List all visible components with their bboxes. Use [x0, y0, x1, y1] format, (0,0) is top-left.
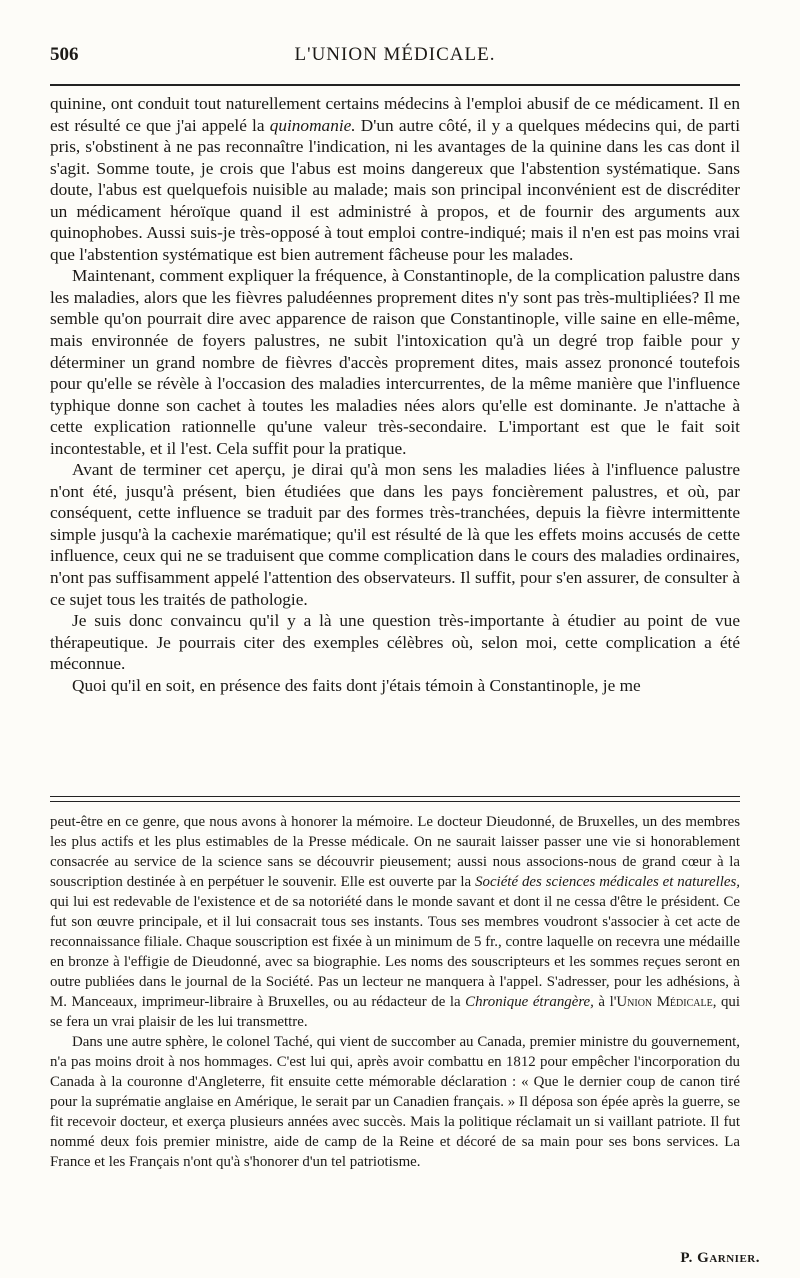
feuilleton-rule-bottom: [50, 801, 740, 802]
chronique-title: Chronique étrangère,: [465, 994, 594, 1010]
societe-title: Société des sciences médicales et naturelles,: [475, 874, 740, 890]
main-paragraph-5: Quoi qu'il en soit, en présence des faits dont j'étais témoin à Constantinople, je me: [72, 675, 641, 695]
main-paragraph-4: Je suis donc convaincu qu'il y a là une question très-importante à étudier au point de vue thérapeutique. Je pourrais citer des exemples célèbres où, selon moi, cette complication a été méconnue.: [50, 611, 740, 674]
main-paragraph-1-text-b: D'un autre côté, il y a quelques médecins qui, de parti pris, s'obstinent à ne pas reconnaître l'indication, ni les avantages de la quinine dans les cas dont il s'agit. Somme toute, je crois que l'abus est moins dangereux que l'abstention systématique. Sans doute, l'abus est quelquefois nuisible au malade; mais son principal inconvénient est de discréditer un médicament héroïque quand il est administré à propos, et de fournir des arguments aux quinophobes. Aussi suis-je très-opposé à tout emploi contre-indiqué; mais il n'en est pas moins vrai que l'abstention systématique est bien autrement fâcheuse pour les malades.: [50, 115, 740, 264]
quinomanie-term: quinomanie.: [269, 115, 356, 135]
main-paragraph-1-text-a: quinine, ont conduit tout naturellement certains médecins à l'emploi abusif de ce médicament. Il en est résulté ce que j'ai appelé la: [50, 94, 740, 135]
feuilleton-paragraph-1-text-a: peut-être en ce genre, que nous avons à honorer la mémoire. Le docteur Dieudonné, de Bruxelles, un des membres les plus actifs et les plus estimables de la Presse médicale. On ne saurait laisser passer une vie si honorablement consacrée au service de la science sans se découvrir pieusement; aussi nous associons-nous de grand cœur à la souscription destinée à en perpétuer le souvenir. Elle est ouverte par la: [50, 814, 740, 890]
feuilleton-column: [50, 812, 740, 1172]
feuilleton-paragraph-1-text-c: à l': [593, 994, 617, 1010]
page-number: 506: [50, 44, 79, 65]
union-medicale-title: Union Médicale: [616, 994, 713, 1010]
main-text-column: [50, 93, 740, 696]
page-header: [50, 44, 740, 74]
author-signature: P. Garnier.: [680, 1250, 760, 1266]
main-paragraph-1: [50, 93, 740, 265]
feuilleton-paragraph-1-text-d: , qui se fera un vrai plaisir de les lui transmettre.: [50, 994, 740, 1030]
feuilleton-paragraph-1-text-b: qui lui est redevable de l'existence et de sa notoriété dans le monde savant et dont il ne cessa d'être le président. Ce fut son œuvre principale, et il lui consacrait tous ses instants. Tous ses membres voudront s'associer à cet acte de reconnaissance filiale. Chaque souscription est fixée à un minimum de 5 fr., contre laquelle on recevra une médaille en bronze à l'effigie de Dieudonné, avec sa biographie. Les noms des souscripteurs et les sommes reçues seront en outre publiées dans le journal de la Société. Pas un lecteur ne manquera à l'appel. S'adresser, pour les adhésions, à M. Manceaux, imprimeur-libraire à Bruxelles, ou au rédacteur de la: [50, 894, 740, 1010]
feuilleton-paragraph-1: [50, 812, 740, 1032]
header-rule: [50, 84, 740, 86]
feuilleton-paragraph-2: Dans une autre sphère, le colonel Taché, qui vient de succomber au Canada, premier ministre du gouvernement, n'a pas moins droit à nos hommages. C'est lui qui, après avoir combattu en 1812 pour empêcher l'incorporation du Canada à la couronne d'Angleterre, fit ensuite cette mémorable déclaration : « Que le dernier coup de canon tiré pour la suprématie anglaise en Amérique, le serait par un Canadien français. » Il déposa son épée après la guerre, se fit recevoir docteur, et exerça plusieurs années avec succès. Mais la politique réclamait un si vaillant patriote. Il fut nommé deux fois premier ministre, aide de camp de la Reine et décoré de sa main pour ses bons services. La France et les Français n'ont qu'à s'honorer d'un tel patriotisme.: [50, 1034, 740, 1170]
main-paragraph-2: Maintenant, comment expliquer la fréquence, à Constantinople, de la complication palustre dans les maladies, alors que les fièvres paludéennes proprement dites n'y sont pas très-multipliées? Il me semble qu'on pourrait dire avec apparence de raison que Constantinople, ville saine en elle-même, mais environnée de foyers palustres, ne subit l'intoxication qu'à un degré trop faible pour y déterminer un grand nombre de fièvres d'accès proprement dites, mais assez prononcé toutefois pour qu'elle se révèle à l'occasion des maladies intercurrentes, de la même manière que l'influence typhique donne son cachet à toutes les maladies nées alors qu'elle est dominante. Je n'attache à cette explication rationnelle qu'une valeur très-secondaire. L'important est que le fait soit incontestable, et il l'est. Cela suffit pour la pratique.: [50, 266, 740, 458]
running-head: L'UNION MÉDICALE.: [294, 44, 496, 65]
feuilleton-rule-top: [50, 796, 740, 797]
main-paragraph-3: Avant de terminer cet aperçu, je dirai qu'à mon sens les maladies liées à l'influence palustre n'ont été, jusqu'à présent, bien étudiées que dans les pays foncièrement palustres, et où, par conséquent, cette influence se traduit par des formes très-tranchées, depuis la fièvre intermittente simple jusqu'à la cachexie marématique; qu'il est résulté de là que les effets moins accusés de cette influence, ceux qui ne se traduisent que comme complication dans le cours des maladies ordinaires, n'ont pas suffisamment appelé l'attention des observateurs. Il suffit, pour s'en assurer, de consulter à ce sujet tous les traités de pathologie.: [50, 460, 740, 609]
